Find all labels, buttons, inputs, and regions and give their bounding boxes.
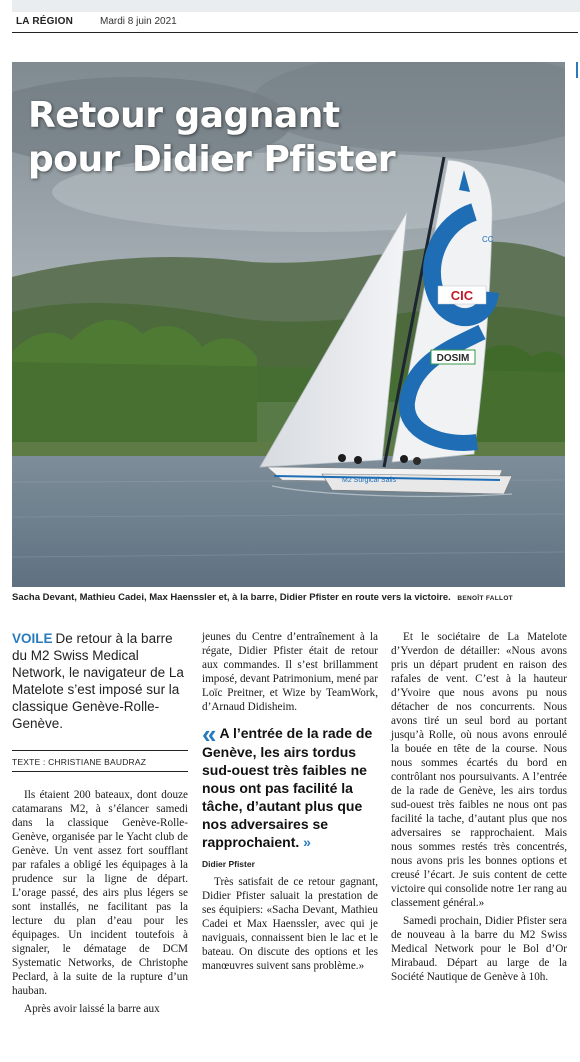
- pull-quote: [202, 719, 378, 851]
- body-paragraph: Après avoir laissé la barre aux: [24, 1003, 160, 1015]
- byline: TEXTE : CHRISTIANE BAUDRAZ: [12, 750, 188, 772]
- quote-open-mark: «: [202, 719, 217, 749]
- caption-text: Sacha Devant, Mathieu Cadei, Max Haenssler et, à la barre, Didier Pfister en route vers la victoire.: [12, 592, 451, 603]
- quote-close-mark: »: [303, 834, 311, 850]
- body-paragraph: jeunes du Centre d’entraînement à la régate, Didier Pfister était de retour aux commandes. Il s’est brillamment imposé, devant Patrimonium, mené par Loïc Preitner, et Wize by TeamWork, d’Arnaud Didisheim.: [202, 631, 378, 713]
- photo-credit: BENOÎT FALLOT: [457, 595, 513, 602]
- photo-caption: [12, 592, 572, 603]
- issue-date: Mardi 8 juin 2021: [100, 16, 177, 27]
- sail-logo-dosim: DOSIM: [436, 353, 470, 364]
- article-column-2: [202, 630, 378, 977]
- svg-text:CC: CC: [482, 235, 494, 244]
- sail-logo-cic: CIC: [450, 288, 474, 303]
- article-lead: [12, 630, 188, 732]
- body-paragraph: Très satisfait de ce retour gagnant, Didier Pfister saluait la prestation de ses équipiers: «Sacha Devant, Mathieu Cadei et Max Haenssler, avec qui je naviguais, connaissent bien le lac et le bateau. On discute des options et les manœuvres suivent sans problème.»: [202, 876, 378, 972]
- page-edge-marker: [576, 62, 578, 78]
- body-paragraph: Et le sociétaire de La Matelote d’Yverdon de détailler: «Nous avons pris un départ prudent en raison des rafales de vent. C’est à la hauteur d’Yvoire que nous avons pu nous détacher de nos concurrents. Nous avons tiré un seul bord au portant jusqu’à Rolle, où nous avons enroulé la bouée en tête de la course. Nous nous sommes écartés du bord en contrôlant nos poursuivants. A l’entrée de la rade de Genève, les airs tordus sud-ouest très faibles ne nous ont pas facilité la tache, d’autant plus que nos adversaires se rapprochaient. Mais nous sommes restés très concentrés, nous avons pris les bonnes options et creusé l’écart. Je suis content de cette victoire qui consolide notre 1er rang au classement général.»: [391, 631, 567, 909]
- lead-text: De retour à la barre du M2 Swiss Medical Network, le navigateur de La Matelote s’est imposé sur la classique Genève-Rolle-Genève.: [12, 631, 184, 731]
- article-headline: [28, 94, 548, 182]
- rubric-label: VOILE: [12, 631, 53, 646]
- page-top-strip: [12, 0, 580, 12]
- headline-line-2: pour Didier Pfister: [28, 139, 396, 180]
- article-column-1: [12, 630, 188, 1020]
- quote-text: A l’entrée de la rade de Genève, les airs tordus sud-ouest très faibles ne nous ont pas facilité la tâche, d’autant plus que nos adversaires se rapprochaient.: [202, 725, 373, 850]
- body-paragraph: Ils étaient 200 bateaux, dont douze catamarans M2, à s’élancer samedi dans la classique Genève-Rolle-Genève, organisée par le Yacht club de Genève. Un vent assez fort soufflant par rafales a obligé les équipages à la prudence sur la ligne de départ. L’orage passé, des airs plus légers se sont installés, ne facilitant pas la lecture du plan d’eau pour les équipages. Un incident toutefois à signaler, le dématage de DCM Systematic Networks, de Christophe Peclard, à la suite de la rupture d’un hauban.: [12, 789, 188, 997]
- quote-author: Didier Pfister: [202, 859, 255, 869]
- article-column-3: [391, 630, 567, 988]
- headline-line-1: Retour gagnant: [28, 95, 340, 136]
- body-paragraph: Samedi prochain, Didier Pfister sera de nouveau à la barre du M2 Swiss Medical Network pour le Bol d’Or Mirabaud. Départ au large de la Société Nautique de Genève à 10h.: [391, 915, 567, 983]
- page-header: [12, 12, 578, 33]
- hull-logo: M2 Surgical Sails: [342, 477, 397, 484]
- section-name: LA RÉGION: [16, 16, 73, 27]
